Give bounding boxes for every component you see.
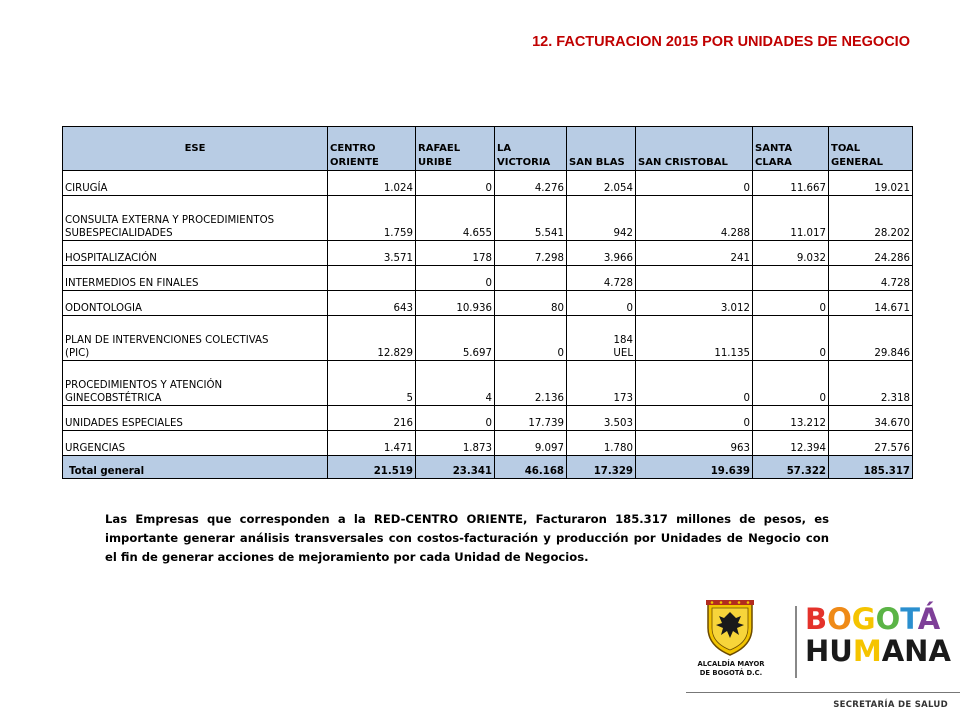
table-cell: 5.541 — [495, 196, 567, 241]
table-cell: 14.671 — [829, 291, 913, 316]
table-cell — [495, 266, 567, 291]
table-row — [63, 196, 913, 241]
row-label: PROCEDIMIENTOS Y ATENCIÓN GINECOBSTÉTRICA — [63, 361, 328, 406]
table-cell: 2.054 — [567, 171, 636, 196]
table-cell: 0 — [753, 316, 829, 361]
summary-note: Las Empresas que corresponden a la RED-CENTRO ORIENTE, Facturaron 185.317 millones de pesos, es importante generar análisis transversales con costos-facturación y producción por Unidades de Negocio con el fin de generar acciones de mejoramiento por cada Unidad de Negocios. — [105, 512, 829, 564]
table-cell — [636, 266, 753, 291]
table-cell: 2.318 — [829, 361, 913, 406]
table-cell: 0 — [416, 266, 495, 291]
page-title: 12. FACTURACION 2015 POR UNIDADES DE NEGOCIO — [532, 34, 910, 50]
column-header: ESE — [63, 127, 328, 171]
row-label: ODONTOLOGIA — [63, 291, 328, 316]
table-row — [63, 406, 913, 431]
column-header: LA VICTORIA — [495, 127, 567, 171]
table-cell: 12.394 — [753, 431, 829, 456]
table-cell: 184 UEL — [567, 316, 636, 361]
table-cell: 963 — [636, 431, 753, 456]
table-cell: 11.017 — [753, 196, 829, 241]
table-cell: 11.135 — [636, 316, 753, 361]
table-cell: 0 — [567, 291, 636, 316]
table-cell: 173 — [567, 361, 636, 406]
row-label: CIRUGÍA — [63, 171, 328, 196]
table-cell — [328, 266, 416, 291]
table-cell: 4.276 — [495, 171, 567, 196]
table-cell: 0 — [636, 361, 753, 406]
table-cell: 28.202 — [829, 196, 913, 241]
table-cell: 10.936 — [416, 291, 495, 316]
table-body — [63, 171, 913, 479]
total-row — [63, 456, 913, 479]
total-cell: 23.341 — [416, 456, 495, 479]
table-cell: 4.655 — [416, 196, 495, 241]
table-cell: 13.212 — [753, 406, 829, 431]
table-cell: 1.873 — [416, 431, 495, 456]
table-cell: 27.576 — [829, 431, 913, 456]
table-cell: 1.780 — [567, 431, 636, 456]
table-cell: 3.571 — [328, 241, 416, 266]
row-label: UNIDADES ESPECIALES — [63, 406, 328, 431]
table-row — [63, 266, 913, 291]
table-cell: 4.288 — [636, 196, 753, 241]
table-cell: 3.966 — [567, 241, 636, 266]
table-row — [63, 361, 913, 406]
table-cell: 34.670 — [829, 406, 913, 431]
table-cell: 942 — [567, 196, 636, 241]
bogota-humana-logo — [805, 603, 955, 683]
table-cell: 1.759 — [328, 196, 416, 241]
table-cell: 643 — [328, 291, 416, 316]
table-row — [63, 171, 913, 196]
billing-table — [62, 126, 913, 479]
table-cell: 241 — [636, 241, 753, 266]
total-cell: 57.322 — [753, 456, 829, 479]
table-cell: 3.012 — [636, 291, 753, 316]
table-cell: 0 — [416, 406, 495, 431]
table-cell: 19.021 — [829, 171, 913, 196]
table-cell: 12.829 — [328, 316, 416, 361]
total-cell: 17.329 — [567, 456, 636, 479]
total-cell: 46.168 — [495, 456, 567, 479]
total-cell: 19.639 — [636, 456, 753, 479]
table-cell: 4.728 — [829, 266, 913, 291]
brand-line-2: HUMANA — [805, 634, 951, 668]
table-cell: 0 — [416, 171, 495, 196]
logo-divider — [795, 606, 797, 678]
table-cell: 0 — [636, 171, 753, 196]
table-row — [63, 316, 913, 361]
table-cell: 0 — [753, 361, 829, 406]
table-cell: 9.097 — [495, 431, 567, 456]
table-cell: 11.667 — [753, 171, 829, 196]
alcaldia-logo-text: ALCALDÍA MAYOR DE BOGOTÁ D.C. — [697, 660, 765, 677]
row-label: CONSULTA EXTERNA Y PROCEDIMIENTOS SUBESPECIALIDADES — [63, 196, 328, 241]
column-header: CENTRO ORIENTE — [328, 127, 416, 171]
brand-line-1: BOGOTÁ — [805, 602, 941, 636]
footer-rule — [686, 692, 960, 693]
row-label: HOSPITALIZACIÓN — [63, 241, 328, 266]
table-row — [63, 241, 913, 266]
table-cell — [753, 266, 829, 291]
table-cell: 0 — [753, 291, 829, 316]
row-label: PLAN DE INTERVENCIONES COLECTIVAS (PIC) — [63, 316, 328, 361]
table-row — [63, 291, 913, 316]
table-cell: 178 — [416, 241, 495, 266]
total-label: Total general — [63, 456, 328, 479]
row-label: INTERMEDIOS EN FINALES — [63, 266, 328, 291]
table-cell: 1.471 — [328, 431, 416, 456]
table-cell: 3.503 — [567, 406, 636, 431]
table-cell: 0 — [636, 406, 753, 431]
table-cell: 5.697 — [416, 316, 495, 361]
table-cell: 4 — [416, 361, 495, 406]
column-header: SANTA CLARA — [753, 127, 829, 171]
table-cell: 24.286 — [829, 241, 913, 266]
table-cell: 2.136 — [495, 361, 567, 406]
row-label: URGENCIAS — [63, 431, 328, 456]
column-header: SAN BLAS — [567, 127, 636, 171]
bogota-coat-of-arms-icon — [702, 598, 758, 656]
table-row — [63, 431, 913, 456]
table-cell: 1.024 — [328, 171, 416, 196]
table-cell: 17.739 — [495, 406, 567, 431]
column-header: RAFAEL URIBE — [416, 127, 495, 171]
total-cell: 21.519 — [328, 456, 416, 479]
footer-label: SECRETARÍA DE SALUD — [833, 700, 948, 710]
table-cell: 9.032 — [753, 241, 829, 266]
table-cell: 29.846 — [829, 316, 913, 361]
column-header: TOAL GENERAL — [829, 127, 913, 171]
total-cell: 185.317 — [829, 456, 913, 479]
table-header-row — [63, 127, 913, 171]
table-cell: 216 — [328, 406, 416, 431]
table-cell: 4.728 — [567, 266, 636, 291]
column-header: SAN CRISTOBAL — [636, 127, 753, 171]
table-cell: 0 — [495, 316, 567, 361]
table-cell: 5 — [328, 361, 416, 406]
table-cell: 7.298 — [495, 241, 567, 266]
table-cell: 80 — [495, 291, 567, 316]
